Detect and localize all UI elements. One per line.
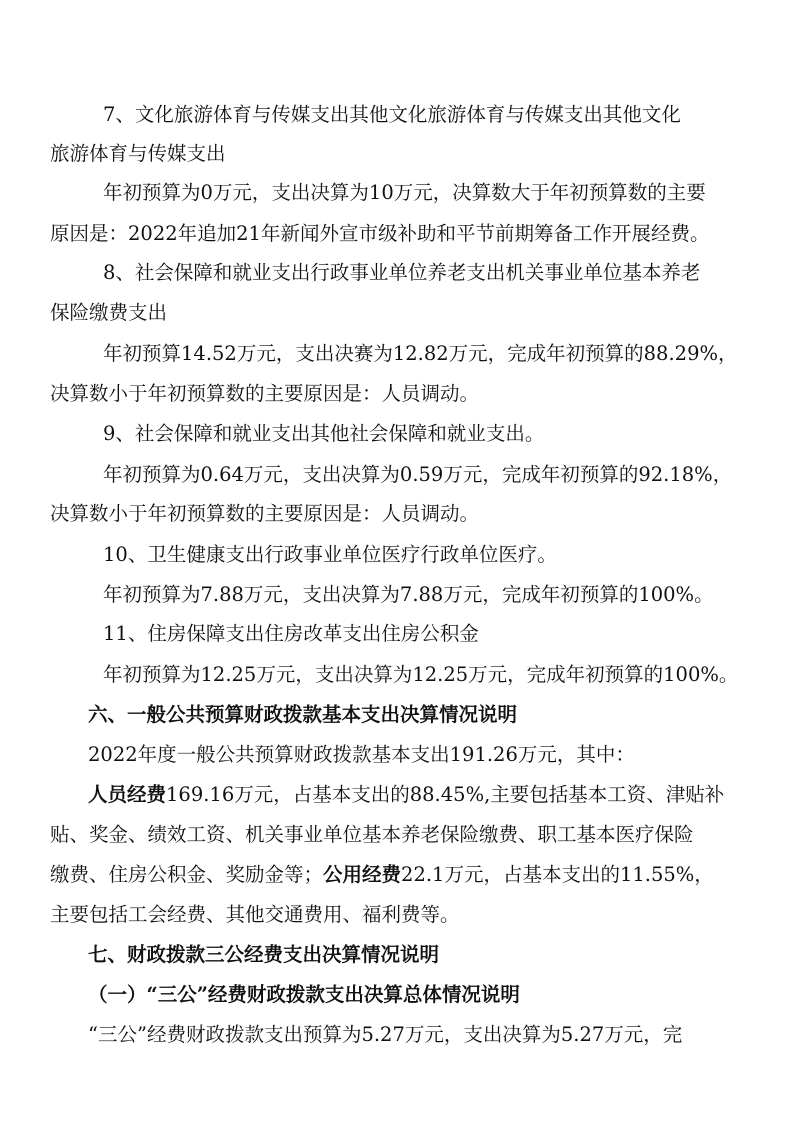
text-line: 2022年度一般公共预算财政拨款基本支出191.26万元，其中： (88, 743, 635, 766)
text-line (50, 865, 714, 885)
text-line: 旅游体育与传媒支出 (50, 142, 226, 165)
text-segment: 22.1万元，占基本支出的11.55%， (401, 863, 714, 886)
text-line: 年初预算为12.25万元，支出决算为12.25万元，完成年初预算的100%。 (103, 663, 739, 686)
text-segment: 169.16万元，占基本支出的88.45%,主要包括基本工资、津贴补 (166, 783, 725, 806)
text-line: 9、社会保障和就业支出其他社会保障和就业支出。 (103, 422, 545, 445)
text-line: 7、文化旅游体育与传媒支出其他文化旅游体育与传媒支出其他文化 (103, 103, 681, 126)
text-line: 年初预算为0万元，支出决算为10万元，决算数大于年初预算数的主要 (103, 181, 706, 204)
text-line: 11、住房保障支出住房改革支出住房公积金 (103, 622, 479, 645)
text-line: 年初预算为7.88万元，支出决算为7.88万元，完成年初预算的100%。 (103, 583, 714, 606)
text-line: 贴、奖金、绩效工资、机关事业单位基本养老保险缴费、职工基本医疗保险 (50, 823, 694, 846)
text-line: 保险缴费支出 (50, 301, 168, 324)
text-line (88, 785, 724, 805)
text-line: 主要包括工会经费、其他交通费用、福利费等。 (50, 903, 460, 926)
bold-term-personnel: 人员经费 (88, 783, 167, 806)
section-heading-6: 六、一般公共预算财政拨款基本支出决算情况说明 (88, 703, 518, 726)
text-line: 决算数小于年初预算数的主要原因是：人员调动。 (50, 502, 480, 525)
text-line: 年初预算14.52万元，支出决赛为12.82万元，完成年初预算的88.29%， (103, 342, 738, 365)
text-line: 10、卫生健康支出行政事业单位医疗行政单位医疗。 (103, 543, 557, 566)
subsection-heading-1: （一）“三公”经费财政拨款支出决算总体情况说明 (88, 983, 520, 1006)
text-line: 年初预算为0.64万元，支出决算为0.59万元，完成年初预算的92.18%， (103, 463, 733, 486)
text-segment: 缴费、住房公积金、奖励金等； (50, 863, 324, 886)
bold-term-public: 公用经费 (323, 863, 402, 886)
text-line: 原因是：2022年追加21年新闻外宣市级补助和平节前期筹备工作开展经费。 (50, 222, 710, 245)
text-line: 决算数小于年初预算数的主要原因是：人员调动。 (50, 382, 480, 405)
text-line: “三公”经费财政拨款支出预算为5.27万元，支出决算为5.27万元，完 (88, 1023, 683, 1046)
section-heading-7: 七、财政拨款三公经费支出决算情况说明 (88, 943, 440, 966)
text-line: 8、社会保障和就业支出行政事业单位养老支出机关事业单位基本养老 (103, 261, 701, 284)
